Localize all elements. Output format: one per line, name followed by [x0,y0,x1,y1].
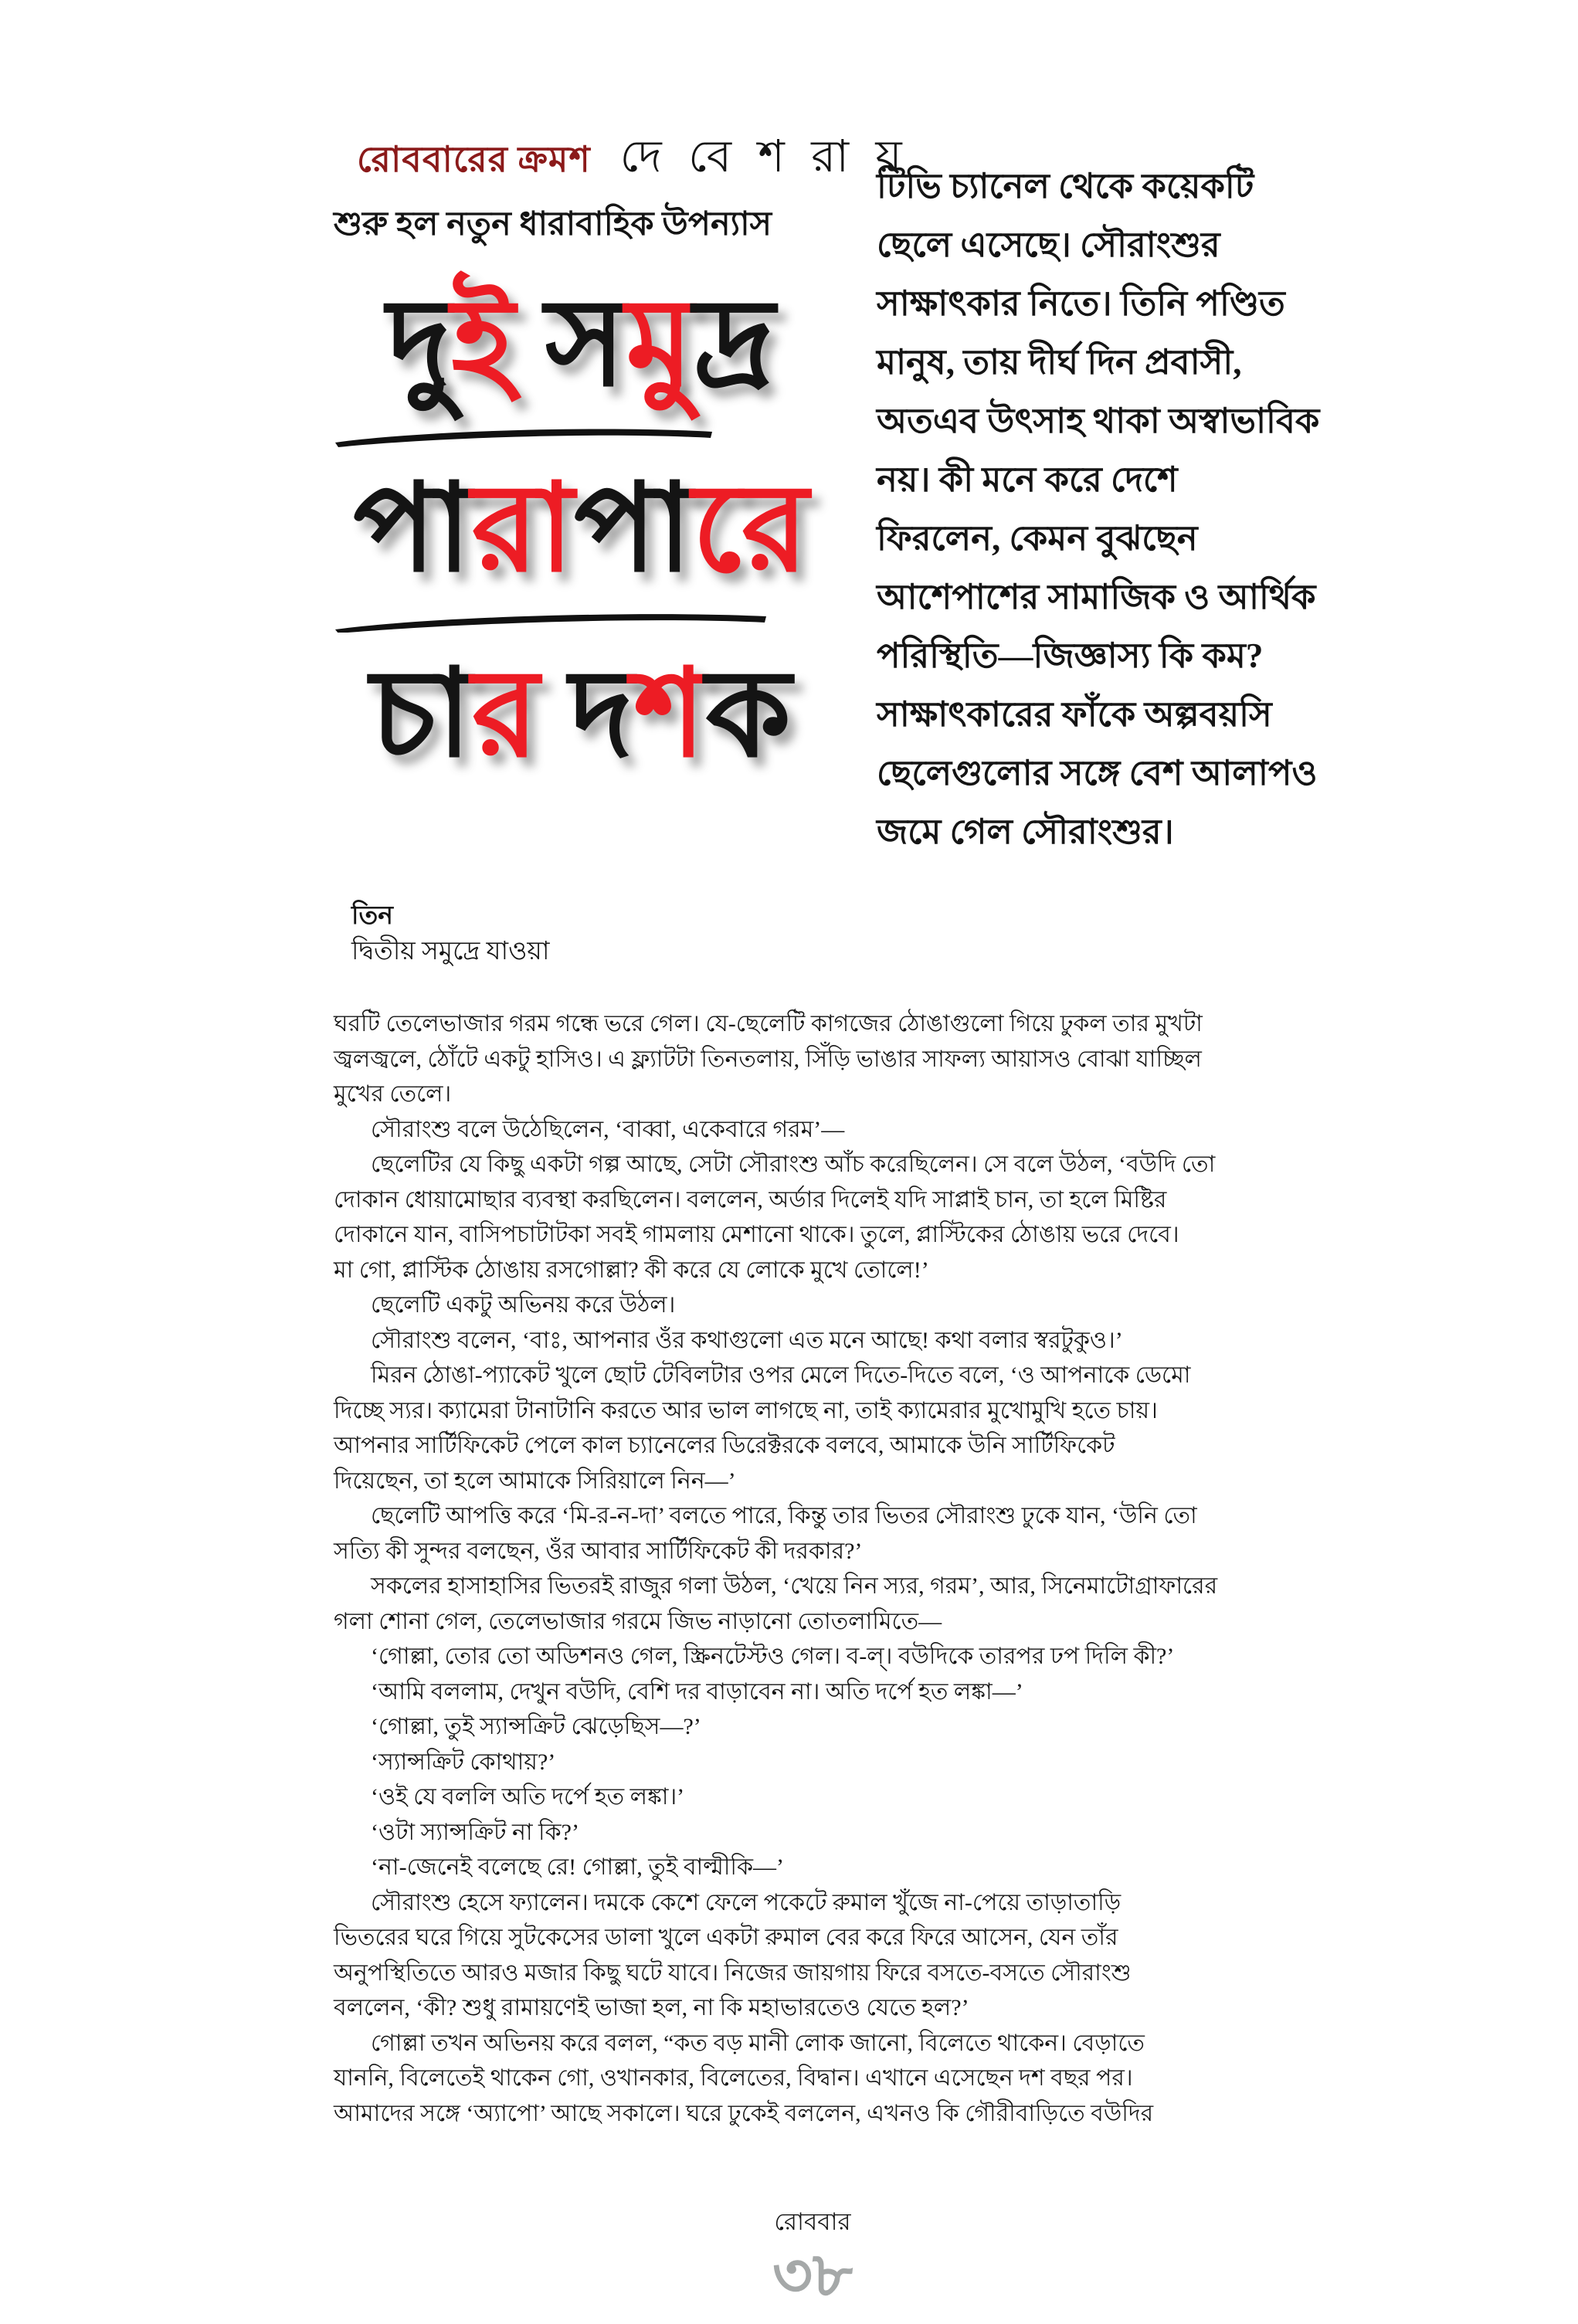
body-line: দোকান ধোয়ামোছার ব্যবস্থা করছিলেন। বললেন, অর্ডার দিলেই যদি সাপ্লাই চান, তা হলে মিষ্টির [334,1186,1167,1213]
body-line: বললেন, ‘কী? শুধু রামায়ণেই ভাজা হল, না কি মহাভারতেও যেতে হল?’ [334,1995,969,2020]
intro-paragraph [877,157,1495,861]
body-line: দিয়েছেন, তা হলে আমাকে সিরিয়ালে নিন—’ [334,1467,736,1494]
title-segment: দ্র [693,277,775,412]
body-line: ‘গোল্লা, তোর তো অডিশনও গেল, স্ক্রিনটেস্টও গেল। ব-ল্‌। বউদিকে তারপর ঢপ দিলি কী?’ [371,1644,1175,1669]
section-number: তিন [351,902,393,930]
title-segment: রে [692,462,809,598]
body-line: ভিতরের ঘরে গিয়ে সুটকেসের ডালা খুলে একটা রুমাল বের করে ফিরে আসেন, যেন তাঁর [334,1925,1118,1950]
body-line: ‘স্যান্সক্রিট কোথায়?’ [371,1749,556,1775]
body-line: অনুপস্থিতিতে আরও মজার কিছু ঘটে যাবে। নিজের জায়গায় ফিরে বসতে-বসতে সৌরাংশু [334,1959,1132,1986]
body-line: সৌরাংশু বলেন, ‘বাঃ, আপনার ওঁর কথাগুলো এত মনে আছে! কথা বলার স্বরটুকুও।’ [371,1327,1123,1353]
intro-line: নয়। কী মনে করে দেশে [877,460,1178,499]
title-segment: র [471,647,539,783]
title-segment: শ [633,647,706,783]
body-line: যাননি, বিলেতেই থাকেন গো, ওখানকার, বিলেতের, বিদ্বান। এখানে এসেছেন দশ বছর পর। [334,2065,1133,2091]
title-line-2 [331,452,831,608]
intro-line: জমে গেল সৌরাংশুর। [877,813,1174,851]
title-segment: পা [353,462,472,598]
title-segment: ক [705,647,792,783]
body-line: সত্যি কী সুন্দর বলছেন, ওঁর আবার সার্টিফিকেট কী দরকার?’ [334,1538,863,1564]
intro-line: টিভি চ্যানেল থেকে কয়েকটি [877,167,1254,205]
series-label: রোববারের ক্রমশ [357,140,591,179]
body-line: ছেলেটি একটু অভিনয় করে উঠল। [371,1292,676,1318]
body-line: মিরন ঠোঙা-প্যাকেট খুলে ছোট টেবিলটার ওপর মেলে দিতে-দিতে বলে, ‘ও আপনাকে ডেমো [371,1362,1191,1388]
title-segment: দ [538,647,634,783]
title-segment: চা [370,647,472,783]
title-segment: দু [387,277,452,412]
page-number: ৩৮ [772,2242,853,2310]
page-header [357,122,910,197]
title-segment: মু [626,277,694,412]
intro-line: সাক্ষাৎকার নিতে। তিনি পণ্ডিত [877,284,1285,323]
body-line: ঘরটি তেলেভাজার গরম গন্ধে ভরে গেল। যে-ছেলেটি কাগজের ঠোঙাগুলো গিয়ে ঢুকল তার মুখটা [334,1011,1203,1036]
title-line-3 [331,637,831,793]
novel-title [331,266,831,794]
intro-line: পরিস্থিতি—জিজ্ঞাস্য কি কম? [877,636,1264,675]
brush-underline [331,424,831,447]
body-line: দিচ্ছে স্যর। ক্যামেরা টানাটানি করতে আর ভাল লাগছে না, তাই ক্যামেরার মুখোমুখি হতে চায়। [334,1397,1158,1423]
body-line: দোকানে যান, বাসিপচাটাটকা সবই গামলায় মেশানো থাকে। তুলে, প্লাস্টিকের ঠোঙায় ভরে দেবে। [334,1222,1179,1247]
body-line: মা গো, প্লাস্টিক ঠোঙায় রসগোল্লা? কী করে যে লোকে মুখে তোলে!’ [334,1257,929,1283]
title-segment: ই [451,277,515,412]
magazine-name: রোববার [774,2208,851,2235]
body-line: মুখের তেলে। [334,1081,452,1107]
intro-line: অতএব উৎসাহ থাকা অস্বাভাবিক [877,402,1320,440]
body-line: সৌরাংশু হেসে ফ্যালেন। দমকে কেশে ফেলে পকেটে রুমাল খুঁজে না-পেয়ে তাড়াতাড়ি [371,1889,1122,1915]
body-line: ছেলেটির যে কিছু একটা গল্প আছে, সেটা সৌরাংশু আঁচ করেছিলেন। সে বলে উঠল, ‘বউদি তো [371,1152,1216,1177]
brush-underline [331,609,831,633]
author-name: দে বে শ রা য় [619,131,910,182]
intro-line: মানুষ, তায় দীর্ঘ দিন প্রবাসী, [877,343,1242,382]
body-line: সকলের হাসাহাসির ভিতরই রাজুর গলা উঠল, ‘খেয়ে নিন স্যর, গরম’, আর, সিনেমাটোগ্রাফারের [371,1573,1218,1599]
intro-line: সাক্ষাৎকারের ফাঁকে অল্পবয়সি [877,695,1272,734]
body-line: ‘ওটা স্যান্সক্রিট না কি?’ [371,1819,579,1845]
title-segment: পা [574,462,693,598]
title-segment: রা [471,462,575,598]
intro-line: আশেপাশের সামাজিক ও আর্থিক [877,578,1316,616]
section-subtitle: দ্বিতীয় সমুদ্রে যাওয়া [351,938,550,965]
body-line: গোল্লা তখন অভিনয় করে বলল, “কত বড় মানী লোক জানো, বিলেতে থাকেন। বেড়াতে [371,2030,1145,2056]
body-line: সৌরাংশু বলে উঠেছিলেন, ‘বাব্বা, একেবারে গরম’— [371,1116,845,1142]
intro-line: ছেলে এসেছে। সৌরাংশুর [877,226,1220,264]
intro-line: ছেলেগুলোর সঙ্গে বেশ আলাপও [877,754,1318,792]
serial-announcement: শুরু হল নতুন ধারাবাহিক উপন্যাস [334,206,772,243]
body-line: ‘গোল্লা, তুই স্যান্সক্রিট ঝেড়েছিস—?’ [371,1714,701,1739]
title-segment: স [514,277,626,412]
intro-line: ফিরলেন, কেমন বুঝছেন [877,519,1198,558]
body-text [334,1006,1291,2131]
body-line: আমাদের সঙ্গে ‘অ্যাপো’ আছে সকালে। ঘরে ঢুকেই বললেন, এখনও কি গৌরীবাড়িতে বউদির [334,2100,1154,2126]
body-line: ‘ওই যে বললি অতি দর্পে হত লঙ্কা।’ [371,1784,685,1810]
body-line: জ্বলজ্বলে, ঠোঁটে একটু হাসিও। এ ফ্ল্যাটটা তিনতলায়, সিঁড়ি ভাঙার সাফল্য আয়াসও বোঝা যাচ্ছিল [334,1046,1202,1072]
body-line: ছেলেটি আপত্তি করে ‘মি-র-ন-দা’ বলতে পারে, কিন্তু তার ভিতর সৌরাংশু ঢুকে যান, ‘উনি তো [371,1503,1197,1528]
page-footer [334,2204,1291,2310]
title-line-1 [331,266,831,422]
body-line: গলা শোনা গেল, তেলেভাজার গরমে জিভ নাড়ানো তোতলামিতে— [334,1608,942,1634]
body-line: আপনার সার্টিফিকেট পেলে কাল চ্যানেলের ডিরেক্টরকে বলবে, আমাকে উনি সার্টিফিকেট [334,1433,1115,1458]
body-line: ‘না-জেনেই বলেছে রে! গোল্লা, তুই বাল্মীকি—’ [371,1854,784,1880]
section-heading [351,898,549,969]
body-line: ‘আমি বললাম, দেখুন বউদি, বেশি দর বাড়াবেন না। অতি দর্পে হত লঙ্কা—’ [371,1678,1023,1705]
